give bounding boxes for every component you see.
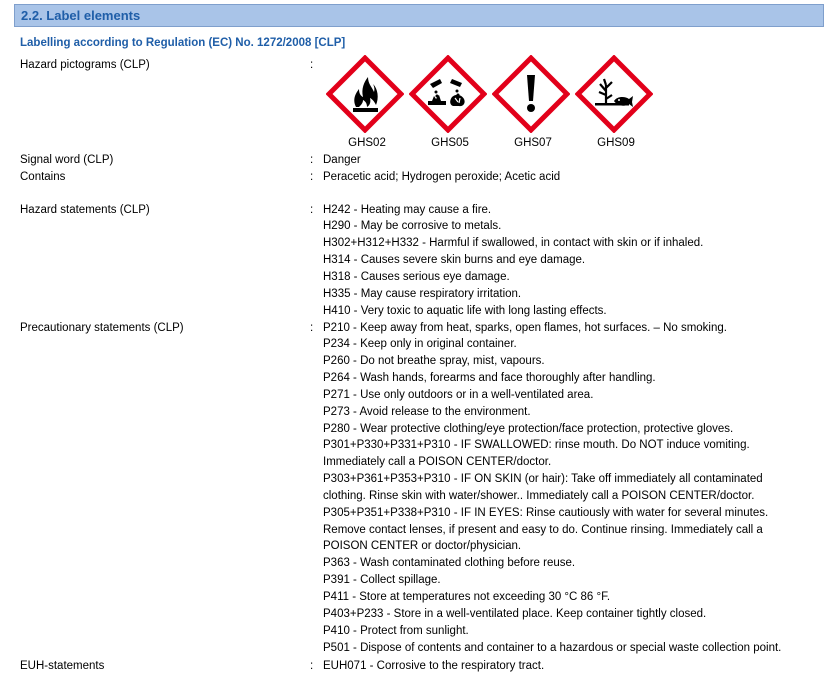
- pictogram-ghs05: [406, 55, 488, 151]
- pictogram-code: GHS09: [597, 137, 635, 149]
- precautionary-statement: P501 - Dispose of contents and container to a hazardous or special waste collection point.: [323, 641, 782, 654]
- precautionary-statement: P391 - Collect spillage.: [323, 574, 441, 587]
- contains-value: Peracetic acid; Hydrogen peroxide; Acetic acid: [323, 171, 561, 183]
- contains-label: Contains: [20, 171, 66, 183]
- euh-statements-colon: :: [310, 660, 314, 672]
- pictogram-ghs09: [572, 55, 654, 151]
- hazard-statement: H410 - Very toxic to aquatic life with long lasting effects.: [323, 304, 607, 317]
- precautionary-statement: P273 - Avoid release to the environment.: [323, 405, 531, 418]
- euh-statements-value: EUH071 - Corrosive to the respiratory tract.: [323, 660, 545, 672]
- signal-word-label: Signal word (CLP): [20, 154, 114, 166]
- corrosion-icon: [409, 55, 487, 133]
- precautionary-statement: POISON CENTER or doctor/physician.: [323, 540, 522, 553]
- precautionary-statement: P410 - Protect from sunlight.: [323, 624, 469, 637]
- pictogram-row: [323, 55, 663, 151]
- hazard-statement: H302+H312+H332 - Harmful if swallowed, in contact with skin or if inhaled.: [323, 237, 704, 250]
- precautionary-statement: P403+P233 - Store in a well-ventilated place. Keep container tightly closed.: [323, 607, 707, 620]
- signal-word-value: Danger: [323, 154, 361, 166]
- precautionary-statement: P303+P361+P353+P310 - IF ON SKIN (or hair): Take off immediately all contaminated: [323, 473, 763, 486]
- hazard-statement: H314 - Causes severe skin burns and eye damage.: [323, 254, 586, 267]
- pictogram-ghs02: [323, 55, 405, 151]
- pictogram-code: GHS07: [514, 137, 552, 149]
- subheading: Labelling according to Regulation (EC) No. 1272/2008 [CLP]: [20, 37, 346, 49]
- flame-icon: [326, 55, 404, 133]
- precautionary-statements-colon: :: [310, 322, 314, 334]
- pictogram-code: GHS05: [431, 137, 469, 149]
- precautionary-statement: P280 - Wear protective clothing/eye protection/face protection, protective gloves.: [323, 422, 734, 435]
- pictograms-colon: :: [310, 59, 314, 71]
- precautionary-statement: Immediately call a POISON CENTER/doctor.: [323, 456, 552, 469]
- euh-statements-label: EUH-statements: [20, 660, 105, 672]
- signal-word-colon: :: [310, 154, 314, 166]
- hazard-statement: H242 - Heating may cause a fire.: [323, 203, 492, 216]
- precautionary-statement: P271 - Use only outdoors or in a well-ventilated area.: [323, 388, 594, 401]
- pictogram-ghs07: [489, 55, 571, 151]
- section-header: [14, 4, 824, 27]
- hazard-statements-list: [323, 202, 823, 320]
- precautionary-statements-label: Precautionary statements (CLP): [20, 322, 184, 334]
- precautionary-statement: P264 - Wash hands, forearms and face thoroughly after handling.: [323, 372, 656, 385]
- precautionary-statement: P210 - Keep away from heat, sparks, open flames, hot surfaces. – No smoking.: [323, 321, 727, 334]
- hazard-statement: H318 - Causes serious eye damage.: [323, 270, 510, 283]
- precautionary-statement: P301+P330+P331+P310 - IF SWALLOWED: rinse mouth. Do NOT induce vomiting.: [323, 439, 750, 452]
- hazard-statement: H290 - May be corrosive to metals.: [323, 220, 502, 233]
- precautionary-statement: P305+P351+P338+P310 - IF IN EYES: Rinse cautiously with water for several minutes.: [323, 506, 769, 519]
- precautionary-statement: P234 - Keep only in original container.: [323, 338, 517, 351]
- precautionary-statements-list: [323, 320, 823, 657]
- pictogram-code: GHS02: [348, 137, 386, 149]
- precautionary-statement: clothing. Rinse skin with water/shower.. Immediately call a POISON CENTER/doctor.: [323, 489, 755, 502]
- section-title: 2.2. Label elements: [21, 8, 141, 23]
- precautionary-statement: Remove contact lenses, if present and easy to do. Continue rinsing. Immediately call a: [323, 523, 763, 536]
- hazard-statement: H335 - May cause respiratory irritation.: [323, 287, 522, 300]
- exclamation-icon: [492, 55, 570, 133]
- pictograms-label: Hazard pictograms (CLP): [20, 59, 150, 71]
- precautionary-statement: P260 - Do not breathe spray, mist, vapours.: [323, 355, 545, 368]
- precautionary-statement: P411 - Store at temperatures not exceeding 30 °C 86 °F.: [323, 591, 611, 603]
- environment-icon: [575, 55, 653, 133]
- hazard-statements-colon: :: [310, 204, 314, 216]
- contains-colon: :: [310, 171, 314, 183]
- precautionary-statement: P363 - Wash contaminated clothing before reuse.: [323, 557, 576, 570]
- hazard-statements-label: Hazard statements (CLP): [20, 204, 150, 216]
